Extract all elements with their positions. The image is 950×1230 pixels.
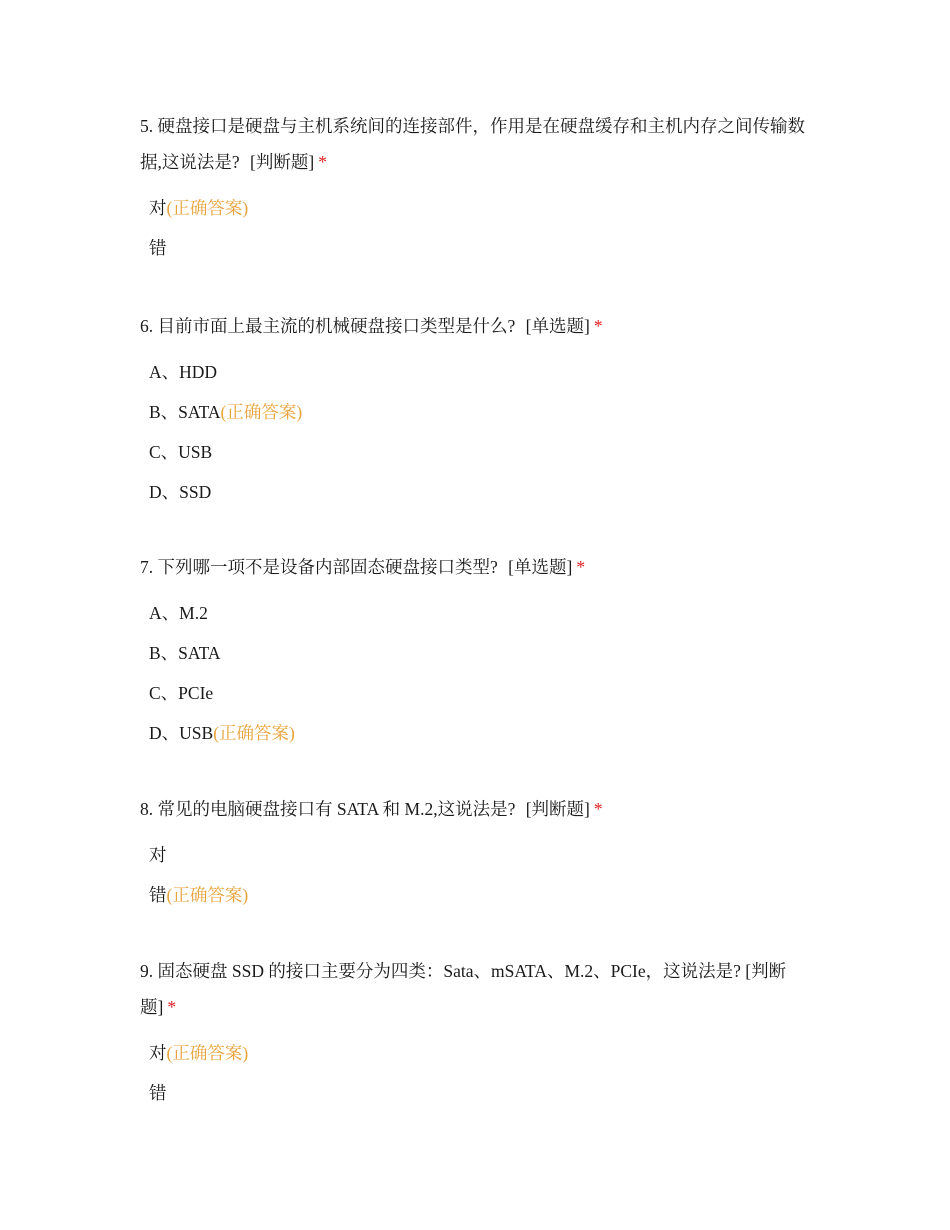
option-list	[140, 835, 820, 915]
option-item[interactable]	[140, 472, 820, 512]
question-type: [单选题]	[525, 316, 590, 336]
option-label: C、PCIe	[149, 683, 214, 703]
correct-answer-tag: (正确答案)	[166, 1043, 249, 1063]
question-7	[140, 549, 820, 753]
question-title	[140, 953, 820, 1025]
option-item[interactable]	[140, 835, 820, 875]
correct-answer-tag: (正确答案)	[166, 198, 249, 218]
required-mark: *	[593, 316, 603, 336]
question-title	[140, 791, 820, 827]
option-label: B、SATA	[149, 643, 221, 663]
question-type: [判断题]	[250, 152, 315, 172]
option-label: 对	[149, 1043, 167, 1063]
option-item[interactable]	[140, 228, 820, 268]
question-type: [单选题]	[508, 557, 573, 577]
option-label: D、USB	[149, 723, 214, 743]
option-label: 对	[149, 198, 167, 218]
option-item[interactable]	[140, 432, 820, 472]
option-list	[140, 593, 820, 753]
option-item[interactable]	[140, 875, 820, 915]
option-label: A、HDD	[149, 362, 218, 382]
option-label: B、SATA	[149, 402, 221, 422]
required-mark: *	[576, 557, 586, 577]
question-text: 目前市面上最主流的机械硬盘接口类型是什么?	[157, 316, 516, 336]
option-item[interactable]	[140, 633, 820, 673]
question-title	[140, 308, 820, 344]
option-list	[140, 1033, 820, 1113]
option-item[interactable]	[140, 713, 820, 753]
question-number: 9.	[140, 961, 154, 981]
option-label: C、USB	[149, 442, 213, 462]
question-text: 下列哪一项不是设备内部固态硬盘接口类型?	[157, 557, 498, 577]
question-text: 硬盘接口是硬盘与主机系统间的连接部件，作用是在硬盘缓存和主机内存之间传输数据,这说法是?	[140, 116, 805, 172]
question-9	[140, 953, 820, 1113]
question-8	[140, 791, 820, 915]
option-item[interactable]	[140, 673, 820, 713]
option-label: 错	[149, 238, 167, 258]
question-number: 7.	[140, 557, 154, 577]
correct-answer-tag: (正确答案)	[166, 885, 249, 905]
option-label: 对	[149, 845, 167, 865]
question-number: 6.	[140, 316, 154, 336]
option-label: 错	[149, 885, 167, 905]
question-5	[140, 108, 820, 268]
required-mark: *	[593, 799, 603, 819]
option-list	[140, 352, 820, 512]
correct-answer-tag: (正确答案)	[220, 402, 303, 422]
question-6	[140, 308, 820, 512]
required-mark: *	[167, 997, 177, 1017]
question-text: 常见的电脑硬盘接口有 SATA 和 M.2,这说法是?	[157, 799, 516, 819]
correct-answer-tag: (正确答案)	[213, 723, 295, 743]
question-text: 固态硬盘 SSD 的接口主要分为四类：Sata、mSATA、M.2、PCIe，这说法是?	[157, 961, 741, 981]
option-item[interactable]	[140, 593, 820, 633]
required-mark: *	[318, 152, 327, 172]
option-label: A、M.2	[149, 603, 208, 623]
option-item[interactable]	[140, 1033, 820, 1073]
question-number: 5.	[140, 116, 154, 136]
question-title	[140, 549, 820, 585]
option-label: 错	[149, 1083, 167, 1103]
option-list	[140, 188, 820, 268]
question-title	[140, 108, 820, 180]
question-type: [判断题]	[525, 799, 590, 819]
option-label: D、SSD	[149, 482, 212, 502]
question-number: 8.	[140, 799, 154, 819]
question-type: [判断题]	[140, 961, 787, 1017]
option-item[interactable]	[140, 1073, 820, 1113]
option-item[interactable]	[140, 188, 820, 228]
option-item[interactable]	[140, 352, 820, 392]
option-item[interactable]	[140, 392, 820, 432]
